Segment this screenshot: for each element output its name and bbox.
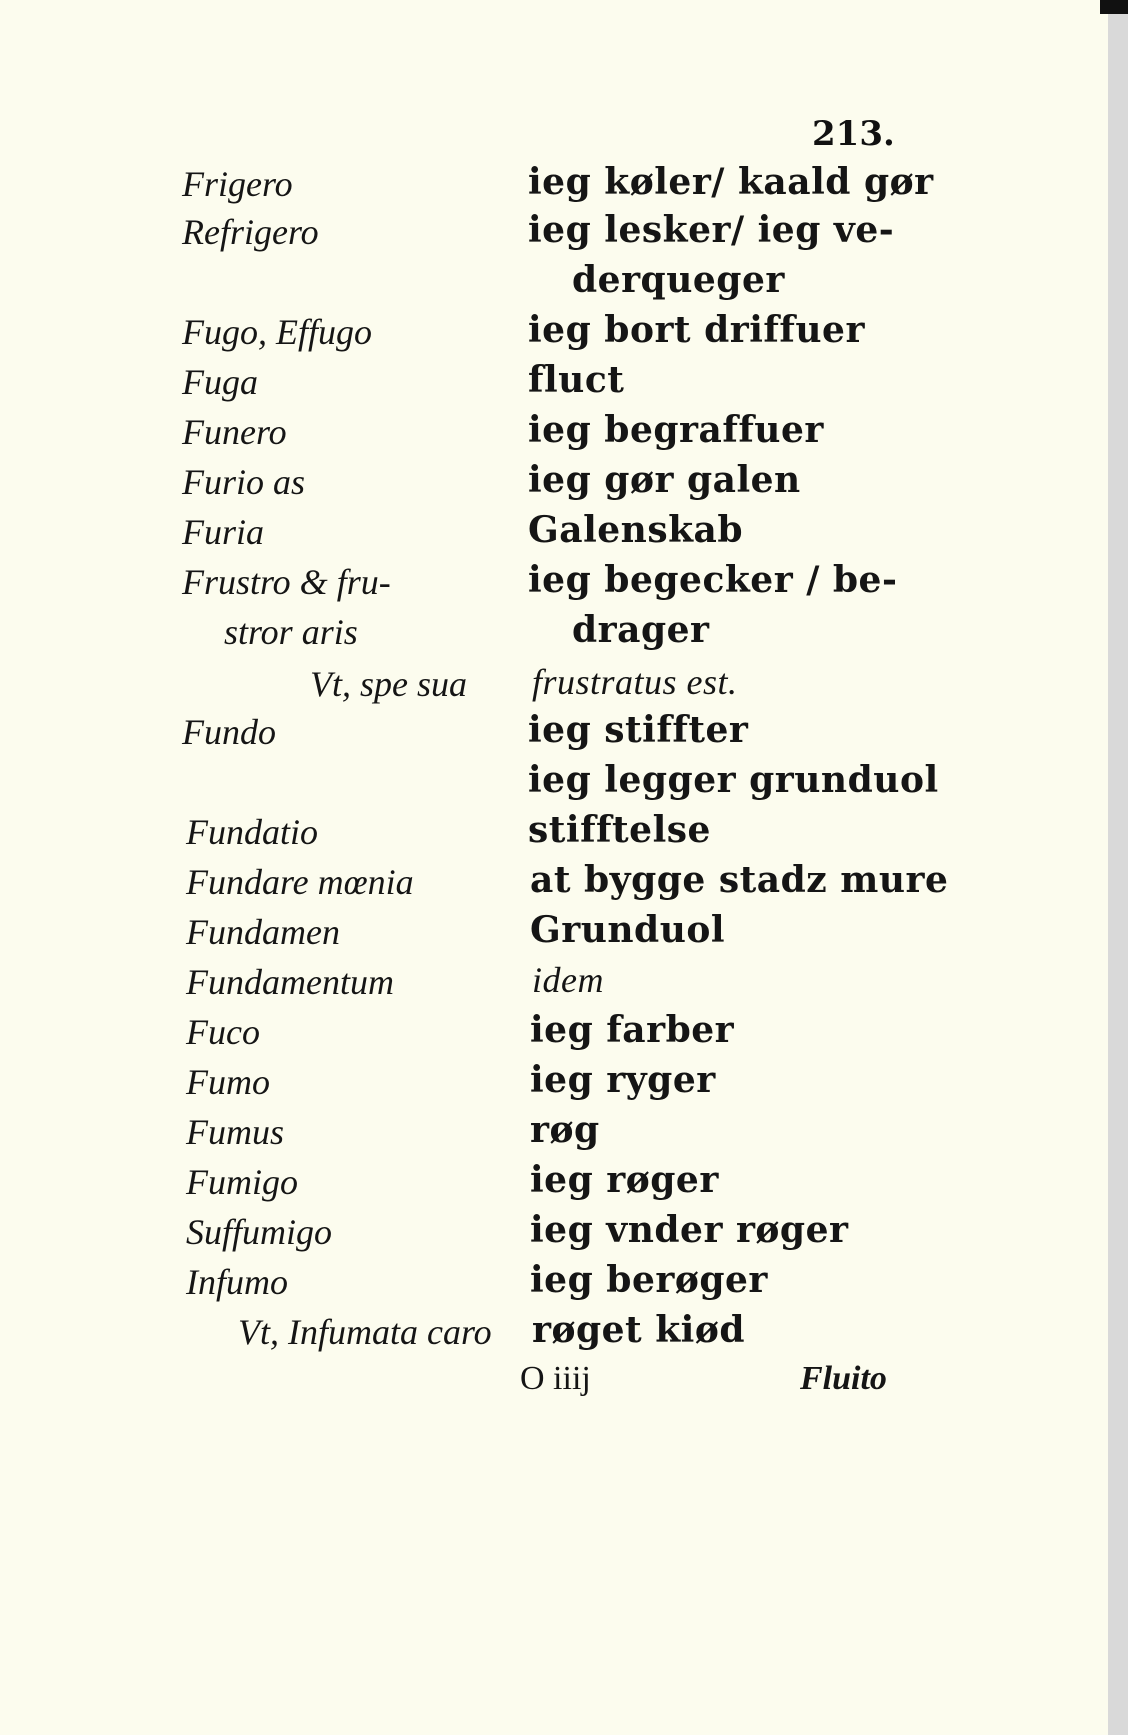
example-phrase: Vt, spe sua — [310, 664, 467, 704]
danish-gloss: ieg gør galen — [528, 459, 801, 501]
catchword: Fluito — [800, 1360, 887, 1397]
danish-gloss-continuation: derqueger — [572, 259, 785, 301]
latin-term: Fuco — [186, 1012, 260, 1052]
latin-term: Frustro & fru- — [182, 562, 391, 602]
danish-gloss: Galenskab — [528, 509, 744, 551]
example-phrase-end: frustratus est. — [532, 662, 738, 702]
latin-term: Fundamen — [186, 912, 340, 952]
danish-gloss: ieg begecker / be- — [528, 559, 898, 601]
latin-term: Funero — [182, 412, 287, 452]
danish-gloss: ieg begraffuer — [528, 409, 824, 451]
danish-gloss: røg — [530, 1109, 600, 1151]
danish-gloss: ieg køler/ kaald gør — [528, 161, 934, 203]
danish-gloss: ieg berøger — [530, 1259, 768, 1301]
danish-gloss: ieg ryger — [530, 1059, 716, 1101]
danish-gloss: ieg lesker/ ieg ve- — [528, 209, 895, 251]
danish-gloss: ieg bort driffuer — [528, 309, 865, 351]
danish-gloss: ieg stiffter — [528, 709, 749, 751]
latin-term: Fumus — [186, 1112, 284, 1152]
latin-term: Furia — [182, 512, 265, 552]
danish-gloss: ieg legger grunduol — [528, 759, 939, 801]
latin-term: Refrigero — [182, 212, 319, 252]
danish-gloss: at bygge stadz mure — [530, 859, 949, 901]
latin-term: Fuga — [182, 362, 258, 402]
latin-term: Furio as — [182, 462, 306, 502]
signature-mark: O iiij — [520, 1360, 591, 1397]
latin-term: Fumigo — [186, 1162, 298, 1202]
danish-gloss: Grunduol — [530, 909, 726, 951]
danish-gloss-continuation: drager — [572, 609, 710, 651]
latin-term: Fundare mœnia — [186, 862, 414, 902]
latin-term: Suffumigo — [186, 1212, 333, 1252]
latin-term: Infumo — [186, 1262, 288, 1302]
danish-gloss: røget kiød — [532, 1309, 746, 1351]
latin-term: Fundamentum — [186, 962, 394, 1002]
latin-term: Frigero — [182, 164, 293, 204]
danish-gloss: ieg farber — [530, 1009, 735, 1051]
danish-gloss: fluct — [528, 359, 625, 401]
latin-term: Fundatio — [186, 812, 318, 852]
scan-corner-shadow — [1100, 0, 1128, 14]
example-phrase: Vt, Infumata caro — [238, 1312, 492, 1352]
danish-gloss: stifftelse — [528, 809, 711, 851]
latin-term: Fundo — [182, 712, 276, 752]
danish-gloss: ieg vnder røger — [530, 1209, 849, 1251]
latin-term: Fumo — [186, 1062, 270, 1102]
latin-term: Fugo, Effugo — [182, 312, 372, 352]
danish-gloss: idem — [532, 960, 604, 1000]
page-number: 213. — [812, 114, 895, 154]
danish-gloss: ieg røger — [530, 1159, 719, 1201]
latin-term-continuation: stror aris — [224, 612, 358, 652]
scan-edge — [1108, 0, 1128, 1735]
